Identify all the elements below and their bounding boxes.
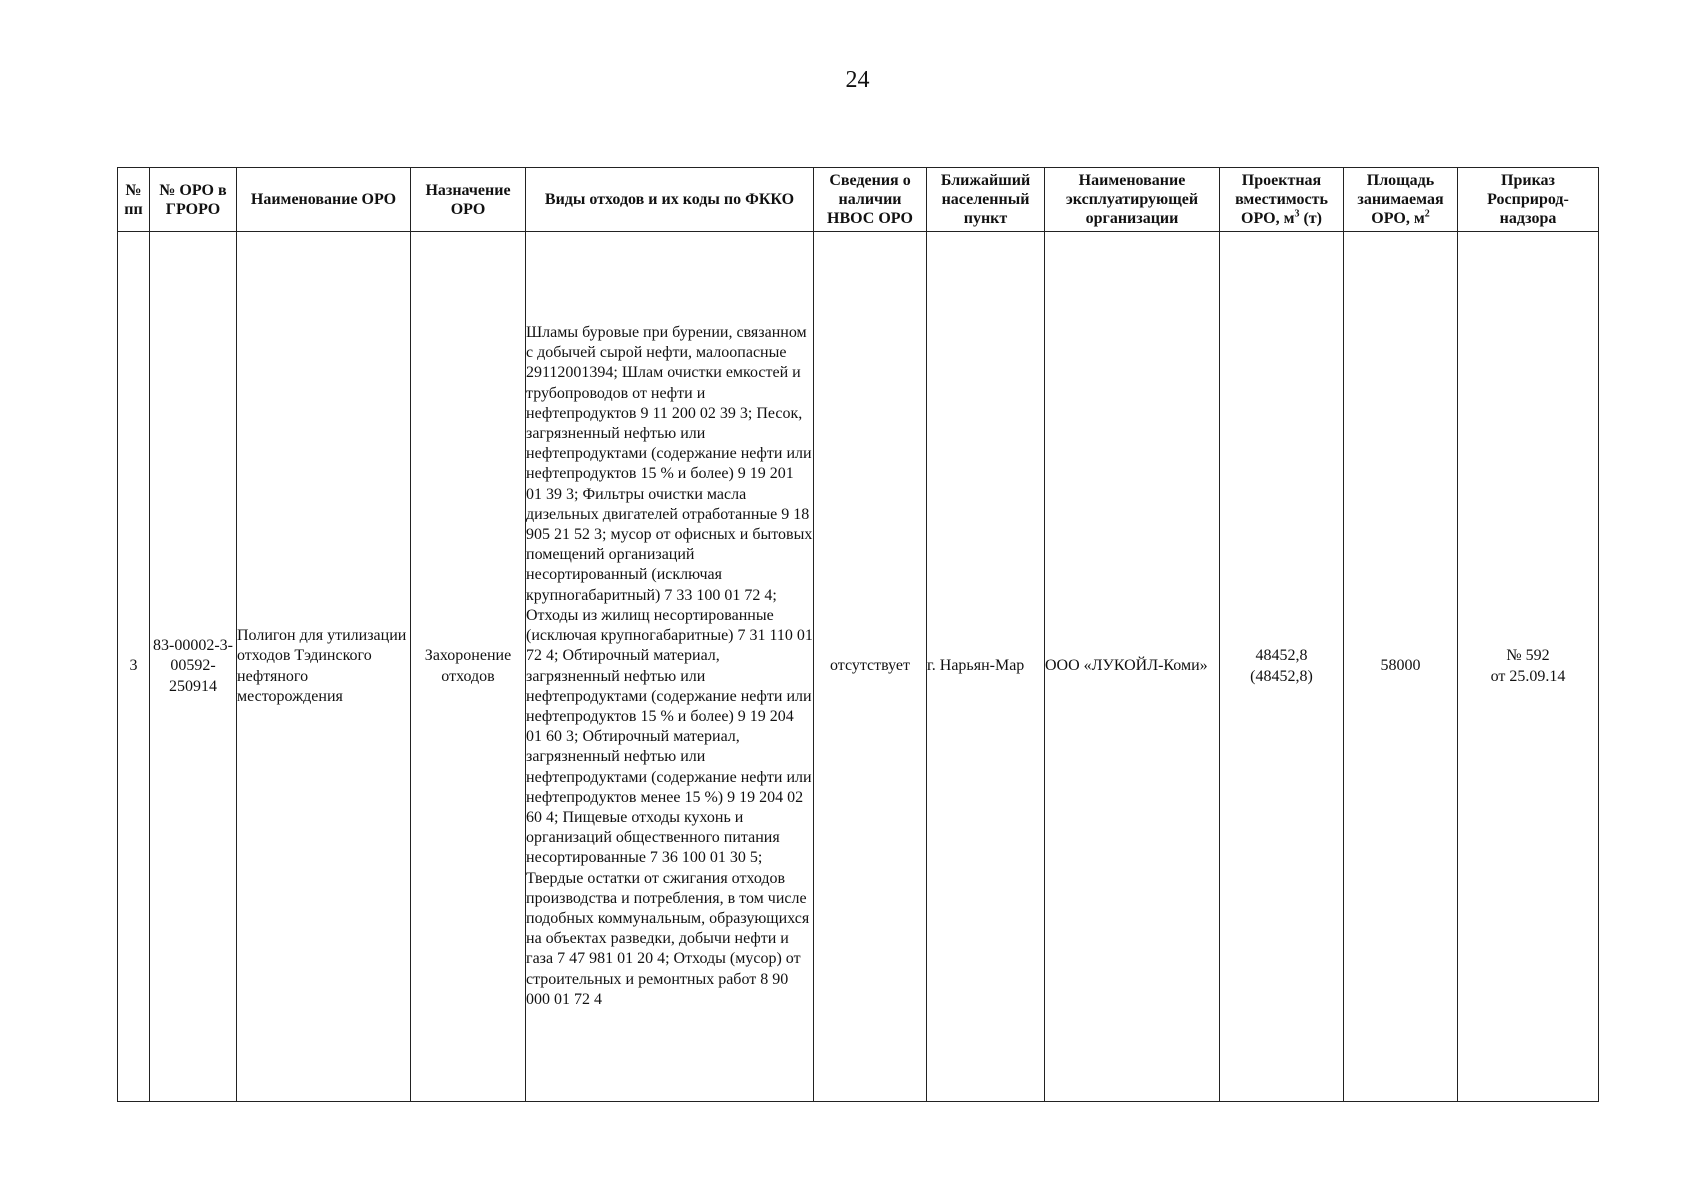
- cell-nvos: отсутствует: [814, 232, 927, 1102]
- cell-area: 58000: [1344, 232, 1458, 1102]
- header-area: [1344, 168, 1458, 232]
- waste-facilities-table: [117, 167, 1599, 1102]
- page-number: 24: [845, 67, 870, 93]
- cell-operator: ООО «ЛУКОЙЛ-Коми»: [1045, 232, 1220, 1102]
- cell-purpose: Захоронение отходов: [411, 232, 526, 1102]
- header-area-text: Площадь занимаемая ОРО, м: [1357, 172, 1444, 227]
- header-capacity: [1220, 168, 1344, 232]
- header-area-sup: 2: [1424, 208, 1430, 220]
- header-groro: № ОРО в ГРОРО: [150, 168, 237, 232]
- cell-capacity-m3: 48452,8: [1255, 647, 1308, 665]
- cell-name: Полигон для утилизации отходов Тэдинского нефтяного месторождения: [237, 232, 411, 1102]
- header-capacity-text: Проектная вместимость ОРО, м: [1235, 172, 1328, 227]
- header-purpose: Назначение ОРО: [411, 168, 526, 232]
- header-capacity-unit: (т): [1299, 210, 1322, 227]
- table-header-row: [118, 168, 1599, 232]
- cell-capacity: [1220, 232, 1344, 1102]
- table-row: [118, 232, 1599, 1102]
- cell-order-number: № 592: [1506, 647, 1550, 665]
- cell-num: 3: [118, 232, 150, 1102]
- header-order: Приказ Росприрод-надзора: [1458, 168, 1599, 232]
- cell-capacity-t: (48452,8): [1250, 667, 1313, 685]
- header-waste: Виды отходов и их коды по ФККО: [526, 168, 814, 232]
- header-settlement: Ближайший населенный пункт: [927, 168, 1045, 232]
- header-name: Наименование ОРО: [237, 168, 411, 232]
- cell-waste: Шламы буровые при бурении, связанном с добычей сырой нефти, малоопасные 29112001394; Шлам очистки емкостей и трубопроводов от нефти и нефтепродуктов 9 11 200 02 39 3; Песок, загрязненный нефтью или нефтепродуктами (содержание нефти или нефтепродуктов 15 % и более) 9 19 201 01 39 3; Фильтры очистки масла дизельных двигателей отработанные 9 18 905 21 52 3; мусор от офисных и бытовых помещений организаций несортированный (исключая крупногабаритный) 7 33 100 01 72 4; Отходы из жилищ несортированные (исключая крупногабаритные) 7 31 110 01 72 4; Обтирочный материал, загрязненный нефтью или нефтепродуктами (содержание нефти или нефтепродуктов 15 % и более) 9 19 204 01 60 3; Обтирочный материал, загрязненный нефтью или нефтепродуктами (содержание нефти или нефтепродуктов менее 15 %) 9 19 204 02 60 4; Пищевые отходы кухонь и организаций общественного питания несортированные 7 36 100 01 30 5; Твердые остатки от сжигания отходов производства и потребления, в том числе подобных коммунальным, образующихся на объектах разведки, добычи нефти и газа 7 47 981 01 20 4; Отходы (мусор) от строительных и ремонтных работ 8 90 000 01 72 4: [526, 232, 814, 1102]
- cell-order-date: от 25.09.14: [1490, 667, 1566, 685]
- header-capacity-sup: 3: [1294, 208, 1300, 220]
- header-operator: Наименование эксплуатирующей организации: [1045, 168, 1220, 232]
- cell-groro: 83-00002-3-00592-250914: [150, 232, 237, 1102]
- cell-order: [1458, 232, 1599, 1102]
- header-nvos: Сведения о наличии НВОС ОРО: [814, 168, 927, 232]
- header-num: № пп: [118, 168, 150, 232]
- cell-settlement: г. Нарьян-Мар: [927, 232, 1045, 1102]
